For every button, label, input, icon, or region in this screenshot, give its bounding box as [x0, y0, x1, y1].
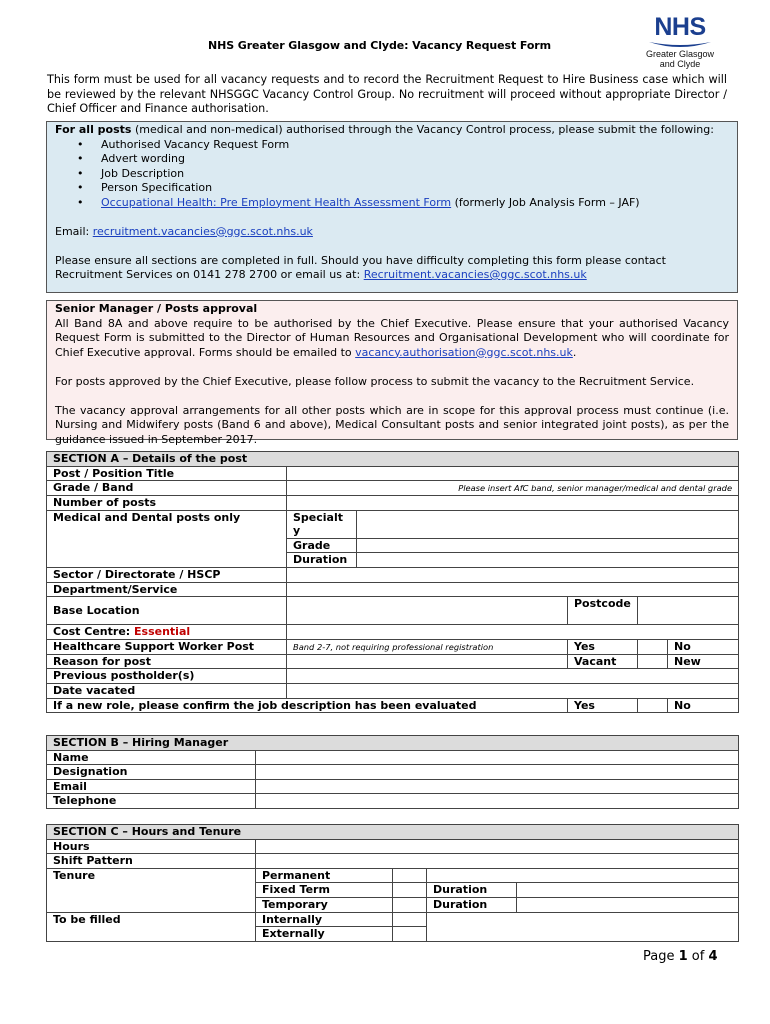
postcode-field[interactable] — [638, 597, 739, 625]
authorisation-email-link[interactable]: vacancy.authorisation@ggc.scot.nhs.uk — [355, 345, 573, 359]
sector-label: Sector / Directorate / HSCP — [47, 567, 287, 582]
senior-approval-para2: For posts approved by the Chief Executive, please follow process to submit the vacancy to the Recruitment Service. — [55, 374, 695, 388]
reason-label: Reason for post — [47, 654, 287, 669]
hours-label: Hours — [47, 839, 256, 854]
section-a-heading: SECTION A – Details of the post — [47, 452, 739, 467]
nhs-logo — [640, 14, 720, 69]
section-b-heading: SECTION B – Hiring Manager — [47, 736, 739, 751]
oh-form-link[interactable]: Occupational Health: Pre Employment Health Assessment Form — [101, 195, 452, 209]
base-location-label: Base Location — [47, 597, 287, 625]
new-role-no-option[interactable]: No — [668, 698, 739, 713]
manager-email-label: Email — [47, 779, 256, 794]
hcsw-yes-option[interactable]: Yes — [568, 639, 638, 654]
all-posts-lead: For all posts — [55, 123, 132, 136]
page-label: Page — [643, 949, 679, 964]
designation-field[interactable] — [256, 765, 739, 780]
post-title-label: Post / Position Title — [47, 466, 287, 481]
department-label: Department/Service — [47, 582, 287, 597]
prev-postholder-label: Previous postholder(s) — [47, 669, 287, 684]
internally-option[interactable]: Internally — [256, 912, 393, 927]
list-item: • Authorised Vacancy Request Form — [101, 138, 729, 153]
reason-vacant-box[interactable] — [638, 654, 668, 669]
essential-tag: Essential — [134, 625, 191, 639]
date-vacated-field[interactable] — [287, 683, 739, 698]
externally-box[interactable] — [393, 927, 427, 942]
page-number — [643, 949, 718, 964]
section-b-table — [46, 735, 739, 809]
intro-text: This form must be used for all vacancy requests and to record the Recruitment Request to Hire Business case which will be reviewed by the relevant NHSGGC Vacancy Control Group. No recruitment will proceed without appropriate Director / Chief Officer and Finance authorisation. — [47, 73, 727, 115]
grade-hint: Please insert AfC band, senior manager/medical and dental grade — [458, 483, 733, 494]
list-item: • Job Description — [101, 167, 729, 182]
logo-org-line2: and Clyde — [659, 59, 701, 69]
externally-option[interactable]: Externally — [256, 927, 393, 942]
nhs-wordmark: NHS — [654, 13, 706, 41]
senior-approval-heading: Senior Manager / Posts approval — [55, 302, 258, 315]
hours-field[interactable] — [256, 839, 739, 854]
to-be-filled-label: To be filled — [47, 912, 256, 941]
recruitment-email-link-2[interactable]: Recruitment.vacancies@ggc.scot.nhs.uk — [363, 268, 587, 281]
temporary-box[interactable] — [393, 897, 427, 912]
page-current: 1 — [678, 949, 688, 964]
hcsw-hint: Band 2-7, not requiring professional registration — [293, 641, 494, 652]
permanent-box[interactable] — [393, 868, 427, 883]
hcsw-label: Healthcare Support Worker Post — [47, 639, 287, 654]
logo-org-line1: Greater Glasgow — [645, 49, 715, 59]
temporary-option[interactable]: Temporary — [256, 897, 393, 912]
all-posts-text: (medical and non-medical) authorised through the Vacancy Control process, please submit the following: — [131, 123, 714, 136]
grade-label: Grade — [287, 538, 357, 553]
page-total: 4 — [708, 949, 718, 964]
new-role-label: If a new role, please confirm the job description has been evaluated — [47, 698, 568, 713]
cost-centre-label — [47, 625, 287, 640]
post-title-field[interactable] — [287, 466, 739, 481]
ensure-text: Please ensure all sections are completed in full. Should you have difficulty completing this form please contact Recruitment Services on 0141 278 2700 or email us at: — [55, 253, 666, 281]
email-label: Email: — [55, 224, 93, 238]
reason-new-option[interactable]: New — [668, 654, 739, 669]
num-posts-field[interactable] — [287, 496, 739, 511]
telephone-field[interactable] — [256, 794, 739, 809]
postcode-label: Postcode — [568, 597, 638, 625]
senior-approval-box — [46, 300, 738, 446]
page-of: of — [687, 949, 709, 964]
submission-info-box — [46, 121, 738, 293]
date-vacated-label: Date vacated — [47, 683, 287, 698]
fixed-duration-field[interactable] — [517, 883, 739, 898]
section-c-heading: SECTION C – Hours and Tenure — [47, 825, 739, 840]
hcsw-hint-cell — [287, 639, 568, 654]
section-c-table — [46, 824, 739, 942]
base-location-field[interactable] — [287, 597, 568, 625]
medical-dental-label: Medical and Dental posts only — [47, 510, 287, 567]
specialty-label: Specialty — [287, 510, 357, 538]
duration-field[interactable] — [357, 553, 739, 568]
duration-label: Duration — [287, 553, 357, 568]
grade-band-label: Grade / Band — [47, 481, 287, 496]
telephone-label: Telephone — [47, 794, 256, 809]
permanent-option[interactable]: Permanent — [256, 868, 393, 883]
new-role-yes-box[interactable] — [638, 698, 668, 713]
tenure-label: Tenure — [47, 868, 256, 912]
required-documents-list — [55, 138, 729, 211]
para1-end: . — [572, 345, 577, 359]
shift-field[interactable] — [256, 854, 739, 869]
cost-centre-text: Cost Centre: — [53, 625, 135, 639]
senior-approval-para1: All Band 8A and above require to be authorised by the Chief Executive. Please ensure that your authorised Vacancy Request Form is submitted to the Director of Human Resources and Organisational Development who will coordinate for Chief Executive approval. Forms should be emailed to — [55, 316, 729, 359]
cost-centre-field[interactable] — [287, 625, 739, 640]
list-item — [101, 196, 729, 211]
fixed-term-box[interactable] — [393, 883, 427, 898]
sector-field[interactable] — [287, 567, 739, 582]
recruitment-email-link[interactable]: recruitment.vacancies@ggc.scot.nhs.uk — [92, 224, 313, 238]
num-posts-label: Number of posts — [47, 496, 287, 511]
internally-box[interactable] — [393, 912, 427, 927]
permanent-blank — [427, 868, 739, 883]
temp-duration-label: Duration — [427, 897, 517, 912]
reason-vacant-option[interactable]: Vacant — [568, 654, 638, 669]
manager-name-label: Name — [47, 750, 256, 765]
oh-form-suffix: (formerly Job Analysis Form – JAF) — [451, 195, 640, 209]
logo-swoosh-icon — [647, 40, 713, 49]
grade-field[interactable] — [357, 538, 739, 553]
specialty-field[interactable] — [357, 510, 739, 538]
grade-band-field[interactable] — [287, 481, 739, 496]
shift-label: Shift Pattern — [47, 854, 256, 869]
list-item: • Advert wording — [101, 152, 729, 167]
manager-email-field[interactable] — [256, 779, 739, 794]
section-a-table — [46, 451, 739, 713]
filled-blank — [427, 912, 739, 941]
senior-approval-para3: The vacancy approval arrangements for all other posts which are in scope for this approval process must continue (i.e. Nursing and Midwifery posts (Band 6 and above), Medical Consultant posts and senior integrated joint posts), as per the guidance issued in September 2017. — [55, 403, 729, 446]
prev-postholder-field[interactable] — [287, 669, 739, 684]
reason-field[interactable] — [287, 654, 568, 669]
form-title: NHS Greater Glasgow and Clyde: Vacancy Request Form — [208, 39, 551, 52]
hcsw-yes-box[interactable] — [638, 639, 668, 654]
fixed-duration-label: Duration — [427, 883, 517, 898]
department-field[interactable] — [287, 582, 739, 597]
manager-name-field[interactable] — [256, 750, 739, 765]
fixed-term-option[interactable]: Fixed Term — [256, 883, 393, 898]
designation-label: Designation — [47, 765, 256, 780]
temp-duration-field[interactable] — [517, 897, 739, 912]
list-item: • Person Specification — [101, 181, 729, 196]
new-role-yes-option[interactable]: Yes — [568, 698, 638, 713]
hcsw-no-option[interactable]: No — [668, 639, 739, 654]
